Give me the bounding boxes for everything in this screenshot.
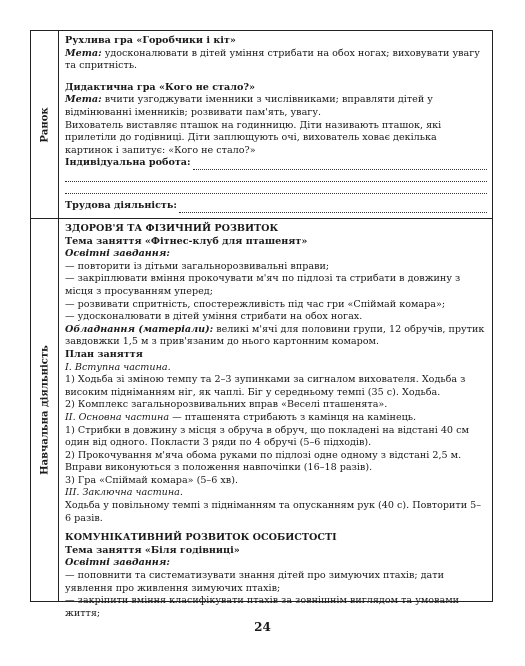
plan-item: 1) Стрибки в довжину з місця з обруча в обруч, що покладені на відстані 40 см один від одного. Покласти 3 ряди по 4 обручі (5–6 підходів).	[65, 424, 469, 449]
plan-title: План заняття	[65, 348, 143, 360]
activities-side-label: Навчальна діяльність	[39, 345, 50, 475]
game1-goal-text: удосконалювати в дітей уміння стрибати на обох ногах; виховувати увагу та спритність.	[65, 47, 480, 72]
tasks-label: Освітні завдання:	[65, 248, 170, 260]
plan-item: 2) Комплекс загальнорозвивальних вправ «Веселі пташенята».	[65, 399, 388, 411]
page-number: 24	[254, 620, 271, 634]
morning-side-cell	[31, 31, 59, 218]
activities-side-cell	[31, 219, 59, 601]
game2-description: Вихователь виставляє пташок на годинницю. Діти називають пташок, які прилетіли до годівниці. Діти заплющують очі, вихователь ховає декілька картинок і запитує: «Кого не стало?»	[65, 119, 442, 156]
dotted-line	[65, 170, 487, 182]
game1-goal-label: Мета:	[65, 47, 102, 59]
part3-label: III. Заключна частина.	[65, 487, 183, 499]
morning-side-label: Ранок	[39, 106, 50, 143]
plan-item: 3) Гра «Спіймай комара» (5–6 хв).	[65, 474, 238, 486]
game2-title: Дидактична гра «Кого не стало?»	[65, 81, 255, 93]
task-item: — закріпити вміння класифікувати птахів за зовнішнім виглядом та умовами життя;	[65, 595, 460, 619]
task-item: — повторити із дітьми загальнорозвивальні вправи;	[65, 260, 330, 272]
individual-work-label: Індивідуальна робота:	[65, 157, 191, 169]
part2-label: II. Основна частина	[65, 411, 170, 423]
activities-content	[65, 223, 487, 619]
part1-label: I. Вступна частина.	[65, 361, 171, 373]
plan-item: 2) Прокочування м'яча обома руками по підлозі одне одному з відстані 2,5 м. Вправи виконуються з положення навпочіпки (16–18 разів).	[65, 449, 462, 474]
dotted-fill	[179, 202, 487, 213]
game2-goal-label: Мета:	[65, 94, 102, 106]
lesson2-topic: Тема заняття «Біля годівниці»	[65, 544, 240, 556]
part2-heading	[65, 412, 487, 425]
section1-title: ЗДОРОВ'Я ТА ФІЗИЧНИЙ РОЗВИТОК	[65, 223, 279, 234]
task-item: — розвивати спритність, спостережливість під час гри «Спіймай комара»;	[65, 298, 446, 310]
dotted-fill	[193, 159, 487, 170]
activities-row	[31, 219, 492, 619]
morning-row	[31, 31, 492, 219]
morning-content	[65, 35, 487, 216]
task-item: — удосконалювати в дітей уміння стрибати на обох ногах.	[65, 311, 363, 323]
tasks2-label: Освітні завдання:	[65, 557, 170, 569]
labor-activity-line	[65, 200, 487, 213]
game2-goal	[65, 94, 487, 119]
lesson1-topic: Тема заняття «Фітнес-клуб для пташенят»	[65, 235, 308, 247]
equipment-label: Обладнання (матеріали):	[65, 323, 214, 335]
task-item: — поповнити та систематизувати знання дітей про зимуючих птахів; дати уявлення про живлення зимуючих птахів;	[65, 570, 444, 594]
individual-work-line	[65, 157, 487, 170]
labor-activity-label: Трудова діяльність:	[65, 199, 177, 211]
plan-item: 1) Ходьба зі зміною темпу та 2–3 зупинками за сигналом вихователя. Ходьба з високим підніманням ніг, як чаплі. Біг у середньому темпі (35 с). Ходьба.	[65, 374, 466, 398]
dotted-line	[65, 182, 487, 194]
equipment	[65, 324, 487, 349]
plan-table	[30, 30, 493, 619]
equipment-text: великі м'ячі для половини групи, 12 обручів, прутик завдовжки 1,5 м з прив'язаним до нього картонним комаром.	[65, 323, 485, 348]
section2-title: КОМУНІКАТИВНИЙ РОЗВИТОК ОСОБИСТОСТІ	[65, 532, 337, 544]
part3-text: Ходьба у повільному темпі з підніманням та опусканням рук (40 с). Повторити 5–6 разів.	[65, 500, 482, 524]
part2-text: — пташенята стрибають з камінця на камінець.	[169, 411, 417, 423]
game2-goal-text: вчити узгоджувати іменники з числівниками; вправляти дітей у відмінюванні іменників; розвивати пам'ять, увагу.	[65, 94, 433, 118]
game1-goal	[65, 48, 487, 73]
game1-title: Рухлива гра «Горобчики і кіт»	[65, 35, 236, 46]
task-item: — закріплювати вміння прокочувати м'яч по підлозі та стрибати в довжину з місця з просуванням уперед;	[65, 273, 461, 297]
